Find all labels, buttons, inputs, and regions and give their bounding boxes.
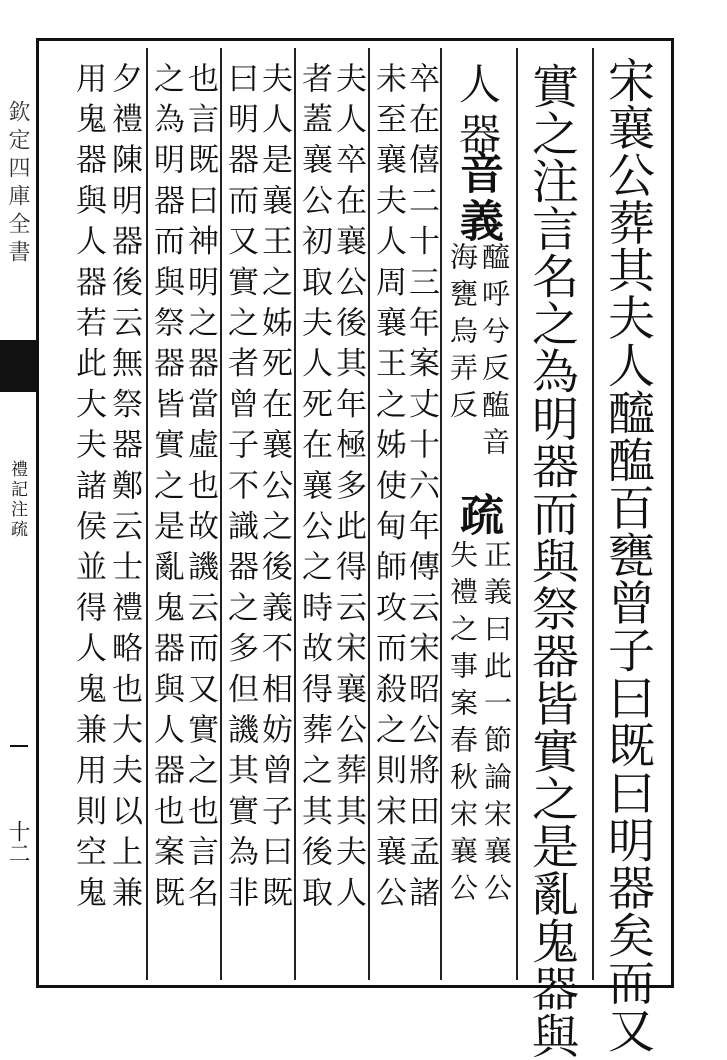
yinyi-note-right: 醯呼兮反醢音	[478, 242, 511, 464]
shu-note-right: 正義曰此一節論宋襄公	[480, 540, 513, 910]
edge-leaf-number: 十二	[5, 820, 30, 864]
commentary-line: 夫人卒在襄公後其年極多此得云宋襄公葬其夫人	[330, 62, 366, 917]
main-text-column: 人器	[453, 62, 502, 162]
commentary-line: 曰明器而又實之者曾子不識器之多但譏其實為非	[222, 62, 258, 917]
fish-tail-mark	[0, 340, 38, 392]
shu-heading: 疏	[452, 492, 503, 536]
column-rule	[516, 48, 518, 980]
yinyi-heading: 音義	[452, 150, 503, 246]
shu-note-left: 失禮之事案春秋宋襄公	[446, 540, 479, 910]
column-rule	[440, 48, 442, 980]
commentary-line: 者蓋襄公初取夫人死在襄公之時故得葬之其後取	[296, 62, 332, 917]
commentary-line: 用鬼器與人器若此大夫諸侯並得人鬼兼用則空鬼	[70, 62, 106, 917]
commentary-line: 夫人是襄王之姊死在襄公之後義不相妨曾子曰既	[256, 62, 292, 917]
commentary-line: 也言既曰神明之器當虛也故譏云而又實之也言名	[182, 62, 218, 917]
edge-tick	[10, 745, 28, 747]
edge-book-title: 禮記注疏	[7, 460, 27, 540]
commentary-line: 之為明器而與祭器皆實之是亂鬼器與人器也案既	[148, 62, 184, 917]
main-text-column: 實之注言名之為明器而與祭器皆實之是亂鬼器與	[524, 62, 579, 1060]
column-rule	[592, 48, 594, 980]
edge-title: 欽定四庫全書	[5, 100, 30, 268]
yinyi-note-left: 海甕烏弄反	[446, 242, 479, 427]
commentary-line: 卒在僖二十三年案丈十六年傳云宋昭公將田孟諸	[403, 62, 439, 917]
commentary-line: 未至襄夫人周襄王之姊使甸師攻而殺之則宋襄公	[370, 62, 406, 917]
main-text-column: 宋襄公葬其夫人醯醢百甕曾子曰既曰明器矣而又	[600, 56, 655, 1054]
page-edge	[0, 40, 36, 990]
commentary-line: 夕禮陳明器後云無祭器鄭云士禮略也大夫以上兼	[106, 62, 142, 917]
